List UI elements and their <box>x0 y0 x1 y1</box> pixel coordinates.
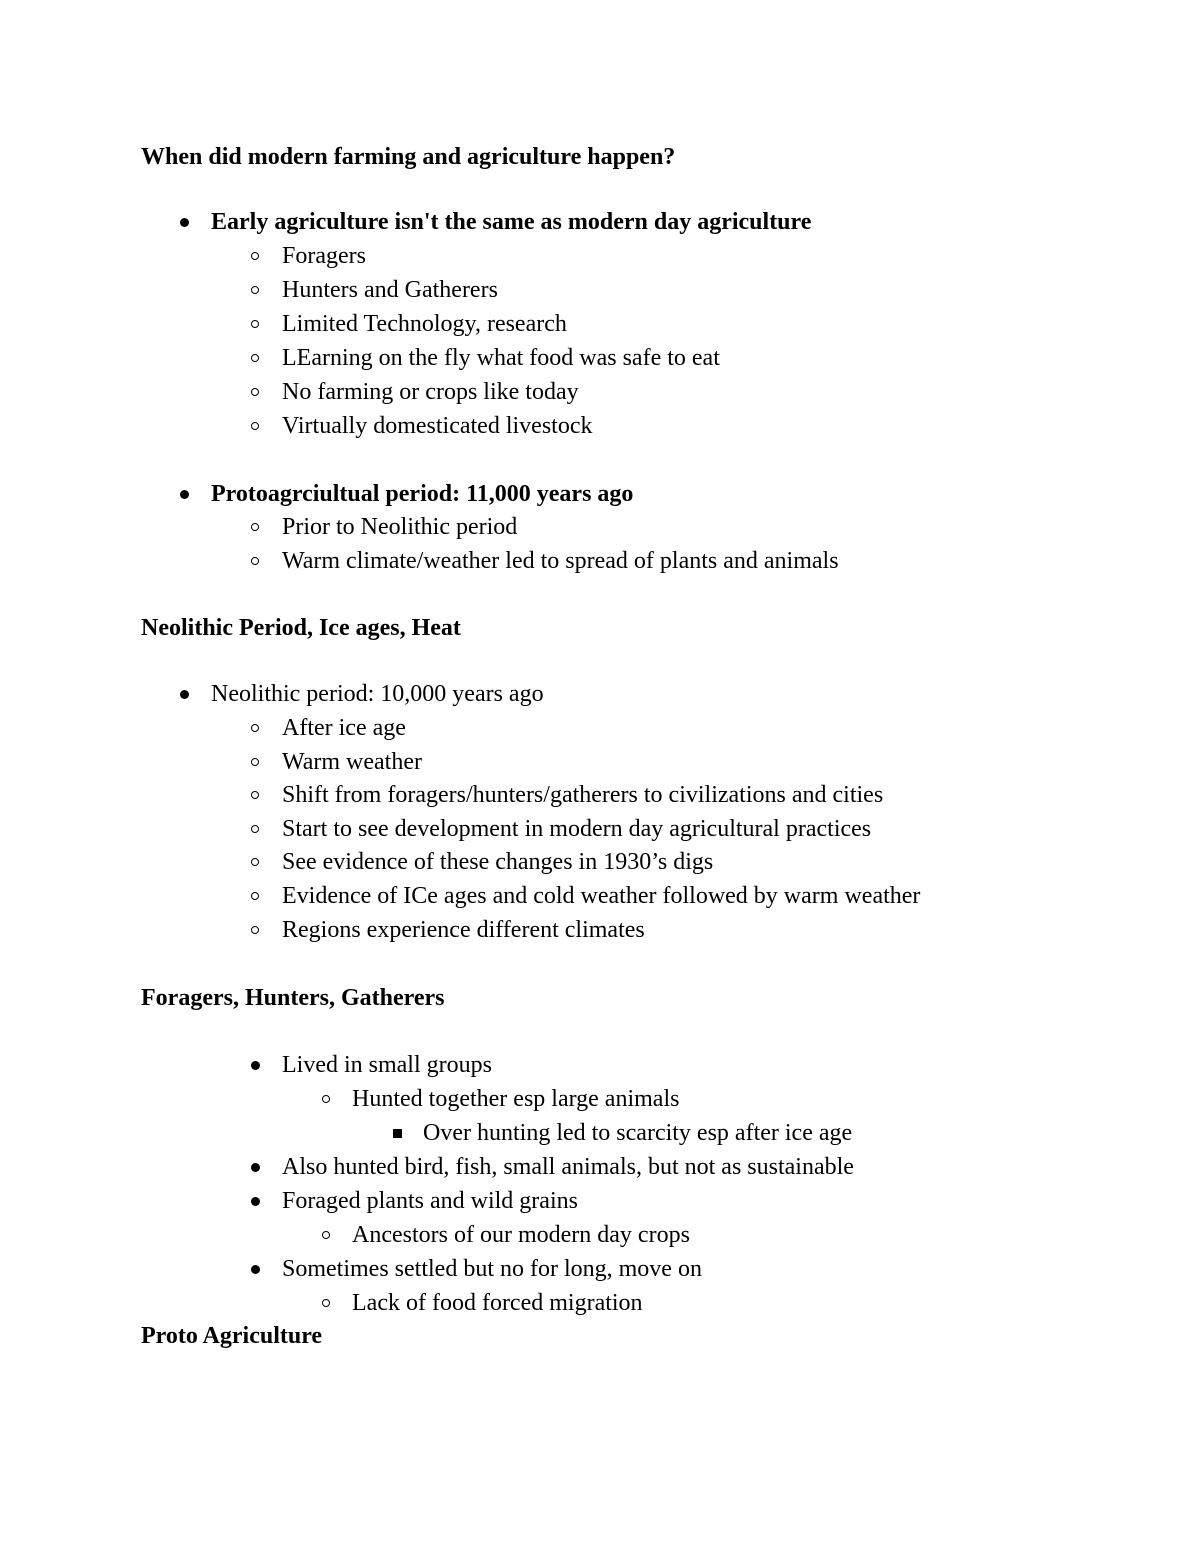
bullet-circle-icon <box>251 286 259 294</box>
list-item <box>141 377 1141 407</box>
list-item <box>141 1288 1141 1318</box>
bullet-circle-icon <box>251 791 259 799</box>
list-item <box>141 1084 1141 1114</box>
list-item <box>141 1254 1141 1284</box>
list-item-text: Foragers <box>282 243 366 269</box>
section-heading: When did modern farming and agriculture happen? <box>141 144 676 170</box>
bullet-circle-icon <box>251 523 259 531</box>
list-item-text: Lack of food forced migration <box>352 1290 643 1316</box>
list-item <box>141 679 1141 709</box>
bullet-disc-icon <box>251 1061 260 1070</box>
list-item-text: Sometimes settled but no for long, move on <box>282 1256 702 1282</box>
list-item <box>141 207 1141 237</box>
bullet-disc-icon <box>251 1163 260 1172</box>
list-item <box>141 343 1141 373</box>
list-item <box>141 479 1141 509</box>
bullet-circle-icon <box>251 724 259 732</box>
section-heading: Foragers, Hunters, Gatherers <box>141 985 445 1011</box>
list-item-text: See evidence of these changes in 1930’s digs <box>282 849 714 875</box>
section-heading: Neolithic Period, Ice ages, Heat <box>141 615 461 641</box>
list-item-text: Also hunted bird, fish, small animals, but not as sustainable <box>282 1154 854 1180</box>
list-item-text: Start to see development in modern day agricultural practices <box>282 816 872 842</box>
bullet-circle-icon <box>251 858 259 866</box>
bullet-square-icon <box>393 1129 402 1138</box>
list-item <box>141 1152 1141 1182</box>
bullet-disc-icon <box>251 1197 260 1206</box>
list-item-text: Virtually domesticated livestock <box>282 413 593 439</box>
list-item <box>141 1220 1141 1250</box>
list-item-text: Protoagrciultual period: 11,000 years ago <box>211 481 634 507</box>
list-item <box>141 309 1141 339</box>
bullet-circle-icon <box>251 758 259 766</box>
list-item-text: LEarning on the fly what food was safe to eat <box>282 345 720 371</box>
list-item <box>141 814 1141 844</box>
section-heading: Proto Agriculture <box>141 1323 323 1349</box>
list-item <box>141 881 1141 911</box>
bullet-circle-icon <box>251 825 259 833</box>
list-item-text: Limited Technology, research <box>282 311 567 337</box>
bullet-circle-icon <box>251 388 259 396</box>
bullet-circle-icon <box>322 1299 330 1307</box>
list-item-text: Shift from foragers/hunters/gatherers to civilizations and cities <box>282 782 884 808</box>
list-item <box>141 546 1141 576</box>
bullet-circle-icon <box>251 422 259 430</box>
list-item-text: Early agriculture isn't the same as modern day agriculture <box>211 209 812 235</box>
list-item-text: Neolithic period: 10,000 years ago <box>211 681 544 707</box>
list-item-text: Evidence of ICe ages and cold weather followed by warm weather <box>282 883 921 909</box>
list-item-text: Warm weather <box>282 749 422 775</box>
list-item <box>141 1118 1141 1148</box>
bullet-circle-icon <box>322 1095 330 1103</box>
list-item-text: Warm climate/weather led to spread of plants and animals <box>282 548 839 574</box>
bullet-circle-icon <box>251 320 259 328</box>
list-item-text: Ancestors of our modern day crops <box>352 1222 690 1248</box>
list-item <box>141 747 1141 777</box>
list-item <box>141 780 1141 810</box>
bullet-circle-icon <box>251 557 259 565</box>
bullet-circle-icon <box>322 1231 330 1239</box>
bullet-disc-icon <box>180 690 189 699</box>
list-item-text: Hunted together esp large animals <box>352 1086 680 1112</box>
bullet-disc-icon <box>251 1265 260 1274</box>
bullet-disc-icon <box>180 218 189 227</box>
list-item-text: Foraged plants and wild grains <box>282 1188 578 1214</box>
list-item-text: Hunters and Gatherers <box>282 277 498 303</box>
list-item <box>141 713 1141 743</box>
list-item <box>141 915 1141 945</box>
list-item-text: Prior to Neolithic period <box>282 514 518 540</box>
list-item-text: After ice age <box>282 715 406 741</box>
list-item <box>141 1186 1141 1216</box>
list-item <box>141 411 1141 441</box>
list-item <box>141 512 1141 542</box>
bullet-circle-icon <box>251 354 259 362</box>
bullet-circle-icon <box>251 252 259 260</box>
list-item-text: Over hunting led to scarcity esp after ice age <box>423 1120 853 1146</box>
bullet-disc-icon <box>180 490 189 499</box>
list-item <box>141 1050 1141 1080</box>
list-item-text: Lived in small groups <box>282 1052 492 1078</box>
list-item <box>141 241 1141 271</box>
list-item <box>141 275 1141 305</box>
list-item-text: Regions experience different climates <box>282 917 645 943</box>
list-item-text: No farming or crops like today <box>282 379 579 405</box>
bullet-circle-icon <box>251 926 259 934</box>
list-item <box>141 847 1141 877</box>
bullet-circle-icon <box>251 892 259 900</box>
